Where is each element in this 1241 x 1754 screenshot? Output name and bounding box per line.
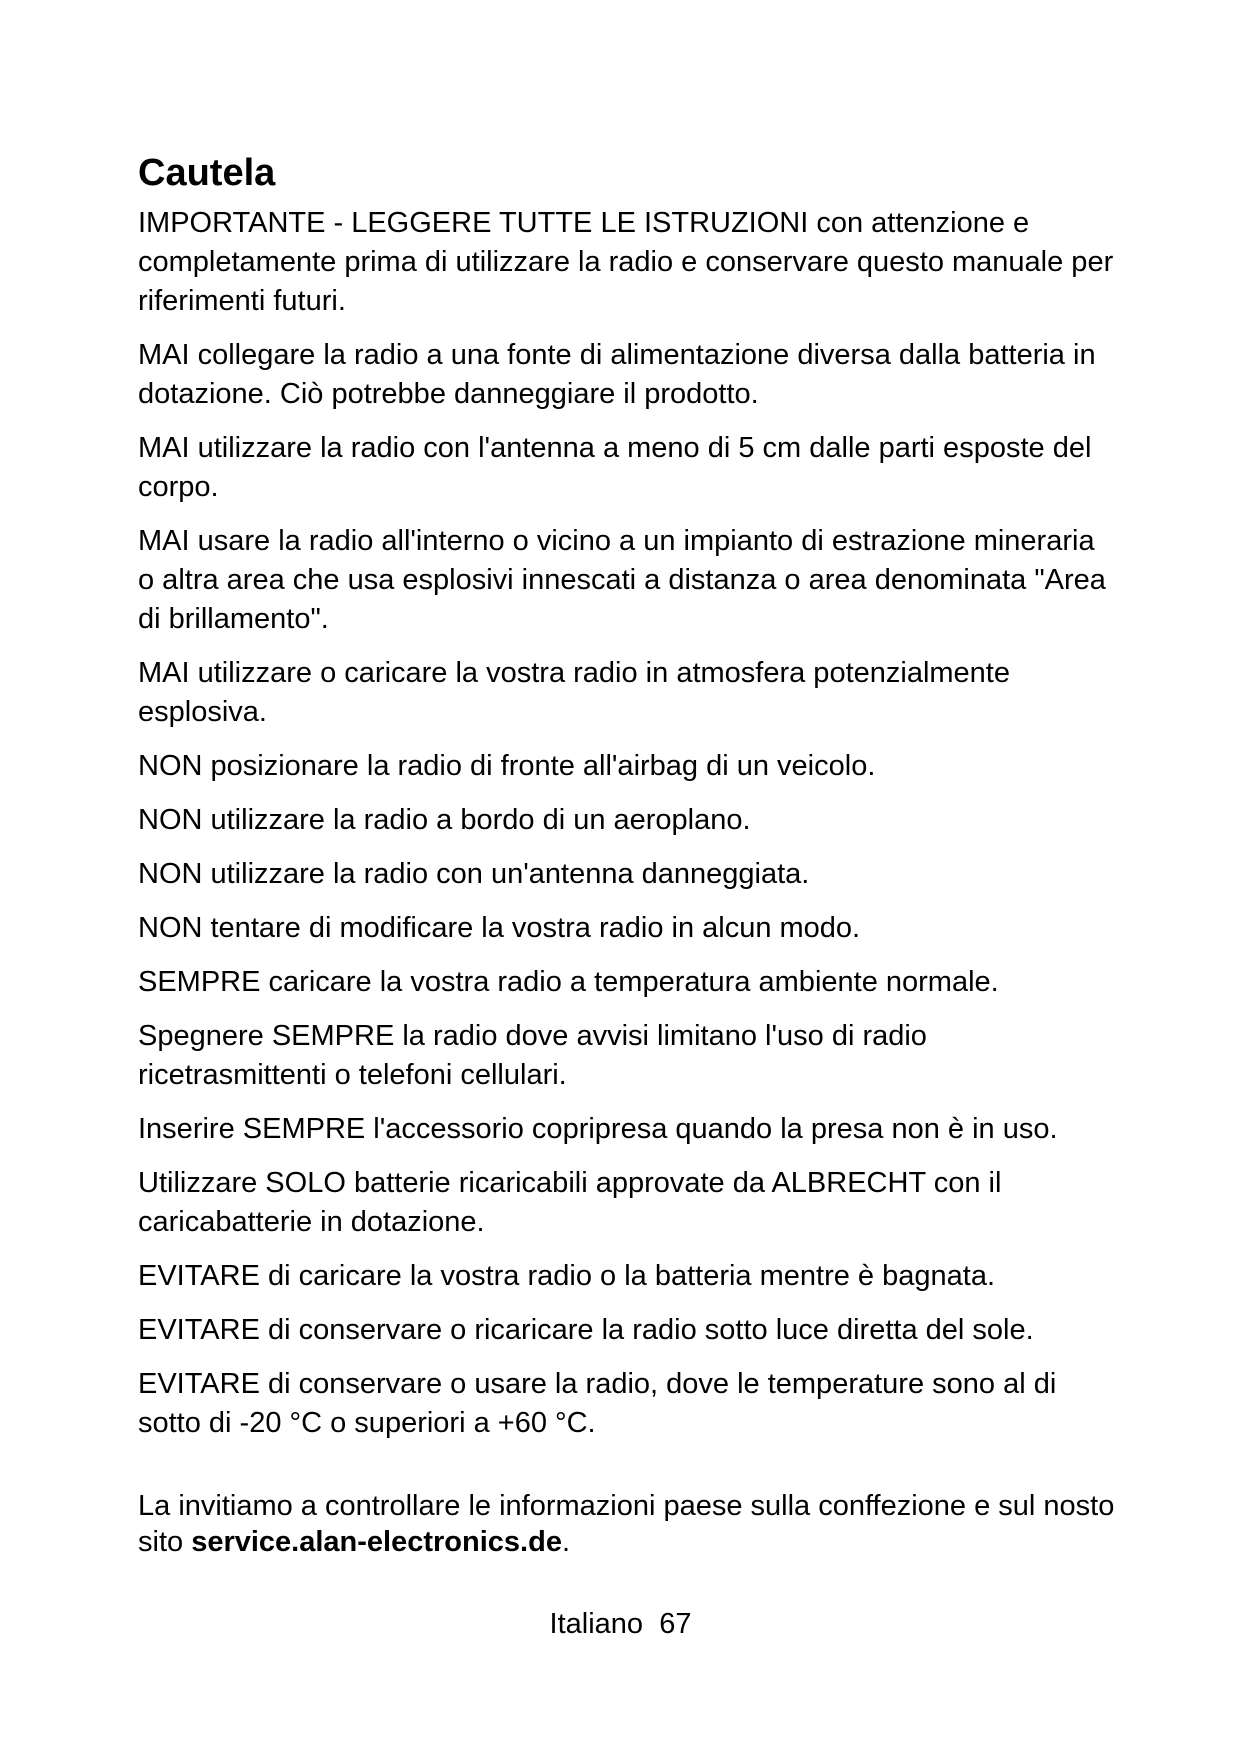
paragraph-airbag: NON posizionare la radio di fronte all'airbag di un veicolo. bbox=[138, 750, 876, 782]
page-footer bbox=[0, 1606, 1241, 1642]
paragraph-antenna-distanza: MAI utilizzare la radio con l'antenna a meno di 5 cm dalle parti esposte del corpo. bbox=[138, 432, 1092, 503]
paragraph-copripresa: Inserire SEMPRE l'accessorio copripresa quando la presa non è in uso. bbox=[138, 1113, 1058, 1145]
paragraph-atmosfera-esplosiva: MAI utilizzare o caricare la vostra radio in atmosfera potenzialmente esplosiva. bbox=[138, 657, 1010, 728]
paragraph-antenna-danneggiata: NON utilizzare la radio con un'antenna danneggiata. bbox=[138, 858, 810, 890]
paragraph-batterie: Utilizzare SOLO batterie ricaricabili approvate da ALBRECHT con il caricabatterie in dotazione. bbox=[138, 1167, 1002, 1238]
closing-text: La invitiamo a controllare le informazioni paese sulla conffezione e sul nosto sito bbox=[138, 1490, 1115, 1558]
website-link[interactable]: service.alan-electronics.de bbox=[191, 1526, 562, 1558]
document-page bbox=[138, 148, 1118, 1560]
closing-note bbox=[138, 1488, 1118, 1560]
paragraph-bagnata: EVITARE di caricare la vostra radio o la batteria mentre è bagnata. bbox=[138, 1260, 996, 1292]
paragraph-temperature-limite: EVITARE di conservare o usare la radio, dove le temperature sono al di sotto di -20 °C o superiori a +60 °C. bbox=[138, 1368, 1057, 1439]
footer-language: Italiano bbox=[549, 1608, 644, 1640]
paragraph-temperatura-ambiente: SEMPRE caricare la vostra radio a temperatura ambiente normale. bbox=[138, 966, 999, 998]
paragraph-importante: IMPORTANTE - LEGGERE TUTTE LE ISTRUZIONI con attenzione e completamente prima di utilizzare la radio e conservare questo manuale per riferimenti futuri. bbox=[138, 207, 1114, 317]
section-heading: Cautela bbox=[138, 152, 276, 194]
paragraph-luce-sole: EVITARE di conservare o ricaricare la radio sotto luce diretta del sole. bbox=[138, 1314, 1034, 1346]
paragraph-area-brillamento: MAI usare la radio all'interno o vicino a un impianto di estrazione mineraria o altra area che usa esplosivi innescati a distanza o area denominata "Area di brillamento". bbox=[138, 525, 1106, 635]
closing-end: . bbox=[561, 1526, 571, 1558]
paragraph-fonte-alimentazione: MAI collegare la radio a una fonte di alimentazione diversa dalla batteria in dotazione. Ciò potrebbe danneggiare il prodotto. bbox=[138, 339, 1096, 410]
paragraph-modificare: NON tentare di modificare la vostra radio in alcun modo. bbox=[138, 912, 861, 944]
paragraph-aeroplano: NON utilizzare la radio a bordo di un aeroplano. bbox=[138, 804, 751, 836]
paragraph-spegnere: Spegnere SEMPRE la radio dove avvisi limitano l'uso di radio ricetrasmittenti o telefoni cellulari. bbox=[138, 1020, 927, 1091]
page-number: 67 bbox=[659, 1608, 692, 1640]
